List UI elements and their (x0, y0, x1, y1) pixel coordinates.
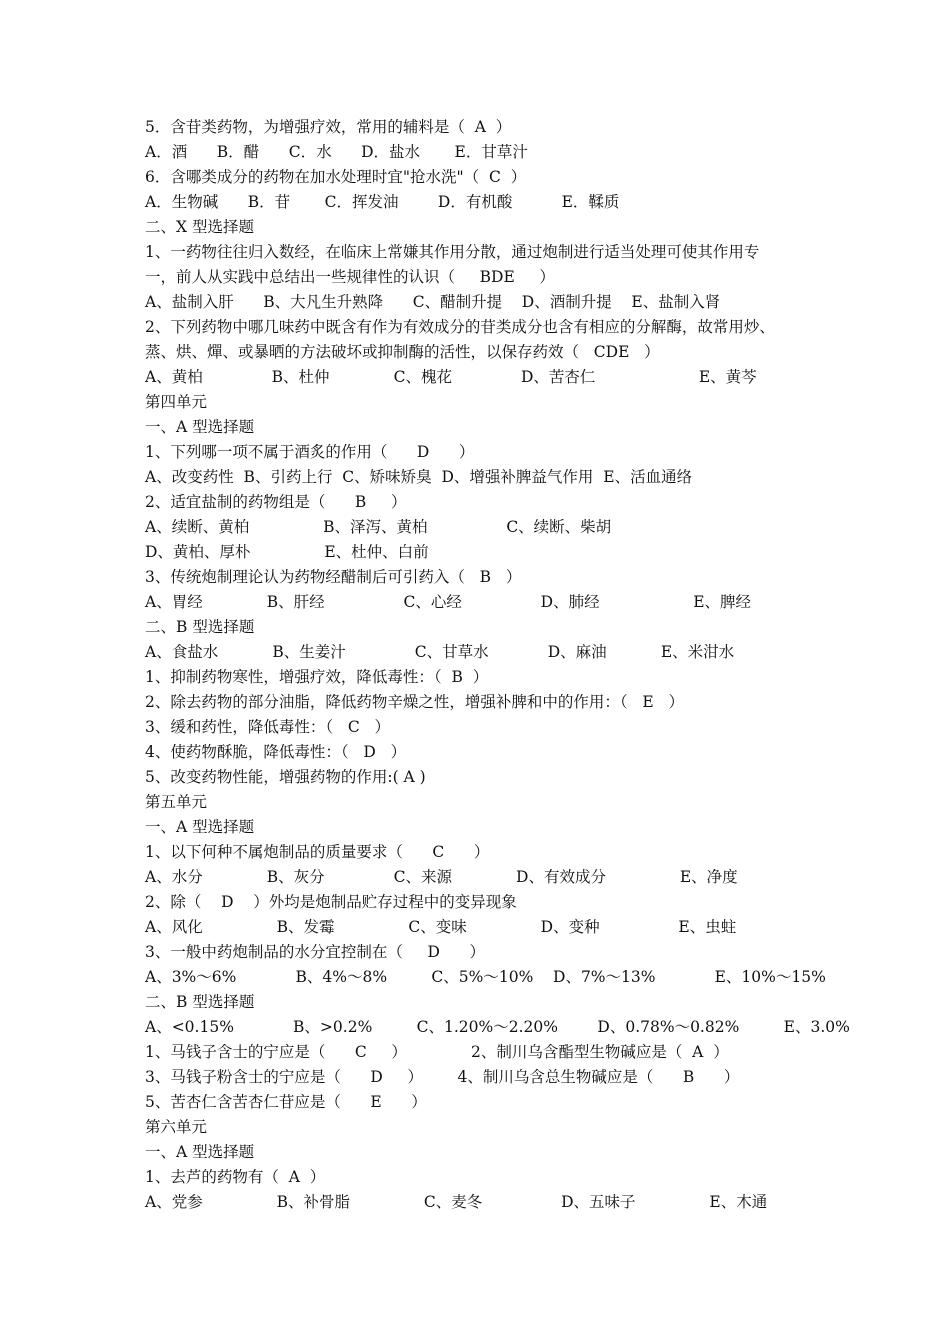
options-q5: A．酒 B．醋 C．水 D．盐水 E．甘草汁 (145, 143, 528, 161)
options-u5-a2: A、风化 B、发霉 C、变味 D、变种 E、虫蛀 (145, 918, 737, 936)
options-u4-b: A、食盐水 B、生姜汁 C、甘草水 D、麻油 E、米泔水 (145, 643, 735, 661)
question-u4-b2: 2、除去药物的部分油脂，降低药物辛燥之性，增强补脾和中的作用：（ E ） (145, 693, 684, 711)
section-heading-x-type: 二、X 型选择题 (145, 218, 254, 236)
options-q6: A．生物碱 B．苷 C．挥发油 D．有机酸 E．鞣质 (145, 193, 620, 211)
options-u6-a1: A、党参 B、补骨脂 C、麦冬 D、五味子 E、木通 (145, 1193, 768, 1211)
unit-heading-4: 第四单元 (145, 393, 208, 411)
question-u5-a3: 3、一般中药炮制品的水分宜控制在（ D ） (145, 943, 485, 961)
question-6: 6．含哪类成分的药物在加水处理时宜"抢水洗"（ C ） (145, 168, 527, 186)
question-x1-line1: 1、一药物往往归入数经，在临床上常嫌其作用分散，通过炮制进行适当处理可使其作用专 (145, 243, 760, 261)
question-u4-a1: 1、下列哪一项不属于酒炙的作用（ D ） (145, 443, 475, 461)
question-u4-b3: 3、缓和药性，降低毒性：（ C ） (145, 718, 391, 736)
questions-u5-b1-b2: 1、马钱子含士的宁应是（ C ） 2、制川乌含酯型生物碱应是（ A ） (145, 1043, 729, 1061)
questions-u5-b3-b4: 3、马钱子粉含士的宁应是（ D ） 4、制川乌含总生物碱应是（ B ） (145, 1068, 740, 1086)
options-u4-a1: A、改变药性 B、引药上行 C、矫味矫臭 D、增强补脾益气作用 E、活血通络 (145, 468, 693, 486)
question-x2-line2: 蒸、烘、燀、或暴晒的方法破坏或抑制酶的活性，以保存药效（ CDE ） (145, 343, 660, 361)
section-heading-a-type: 一、A 型选择题 (145, 1143, 255, 1161)
question-u4-b5: 5、改变药物性能，增强药物的作用:( A ) (145, 768, 426, 786)
section-heading-a-type: 一、A 型选择题 (145, 818, 255, 836)
options-x1: A、盐制入肝 B、大凡生升熟降 C、醋制升提 D、酒制升提 E、盐制入肾 (145, 293, 721, 311)
options-u5-b: A、<0.15% B、>0.2% C、1.20%～2.20% D、0.78%～0.82% E、3.0% (145, 1018, 850, 1036)
question-u5-a1: 1、以下何种不属炮制品的质量要求（ C ） (145, 843, 490, 861)
question-u6-a1: 1、去芦的药物有（ A ） (145, 1168, 326, 1186)
options-u5-a1: A、水分 B、灰分 C、来源 D、有效成分 E、净度 (145, 868, 738, 886)
options-u4-a2-row1: A、续断、黄柏 B、泽泻、黄柏 C、续断、柴胡 (145, 518, 612, 536)
section-heading-b-type: 二、B 型选择题 (145, 618, 255, 636)
unit-heading-6: 第六单元 (145, 1118, 208, 1136)
question-u5-a2: 2、除（ D ）外均是炮制品贮存过程中的变异现象 (145, 893, 517, 911)
options-x2: A、黄柏 B、杜仲 C、槐花 D、苦杏仁 E、黄芩 (145, 368, 757, 386)
question-u5-b5: 5、苦杏仁含苦杏仁苷应是（ E ） (145, 1093, 427, 1111)
options-u4-a2-row2: D、黄柏、厚朴 E、杜仲、白前 (145, 543, 429, 561)
question-u4-a2: 2、适宜盐制的药物组是（ B ） (145, 493, 407, 511)
question-u4-a3: 3、传统炮制理论认为药物经醋制后可引药入（ B ） (145, 568, 522, 586)
options-u5-a3: A、3%～6% B、4%～8% C、5%～10% D、7%～13% E、10%～15% (145, 968, 826, 986)
section-heading-b-type: 二、B 型选择题 (145, 993, 255, 1011)
question-x1-line2: 一，前人从实践中总结出一些规律性的认识（ BDE ） (145, 268, 555, 286)
question-5: 5．含苷类药物，为增强疗效，常用的辅料是（ A ） (145, 118, 512, 136)
section-heading-a-type: 一、A 型选择题 (145, 418, 255, 436)
question-x2-line1: 2、下列药物中哪几味药中既含有作为有效成分的苷类成分也含有相应的分解酶，故常用炒、 (145, 318, 775, 336)
question-u4-b1: 1、抑制药物寒性，增强疗效，降低毒性：（ B ） (145, 668, 489, 686)
options-u4-a3: A、胃经 B、肝经 C、心经 D、肺经 E、脾经 (145, 593, 752, 611)
question-u4-b4: 4、使药物酥脆，降低毒性：（ D ） (145, 743, 407, 761)
unit-heading-5: 第五单元 (145, 793, 208, 811)
